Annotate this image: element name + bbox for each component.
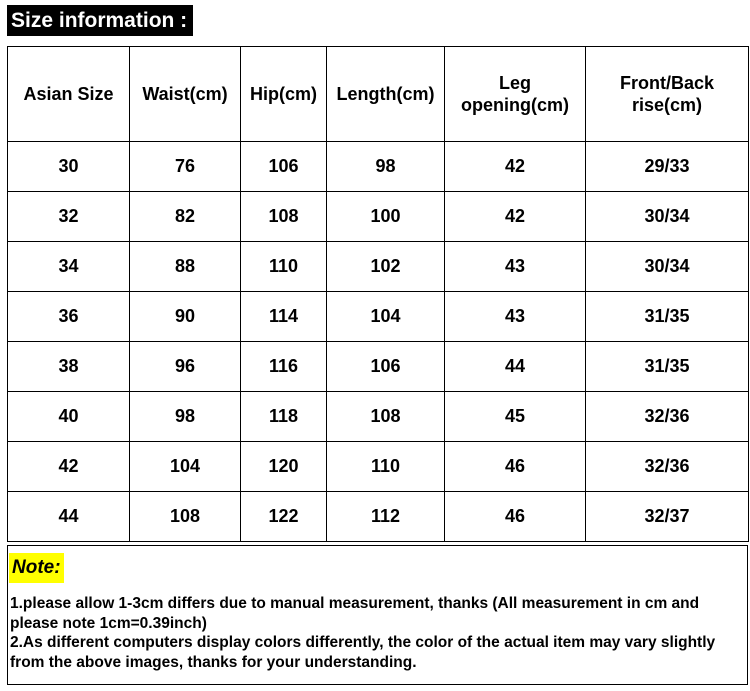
cell-hip: 114 xyxy=(241,292,327,342)
column-header-asian-size: Asian Size xyxy=(8,47,130,142)
table-row xyxy=(8,242,749,292)
note-box xyxy=(7,545,748,685)
cell-asian-size: 38 xyxy=(8,342,130,392)
cell-hip: 118 xyxy=(241,392,327,442)
cell-length: 102 xyxy=(327,242,445,292)
cell-leg-opening: 45 xyxy=(445,392,586,442)
table-header-row xyxy=(8,47,749,142)
cell-waist: 88 xyxy=(130,242,241,292)
cell-length: 100 xyxy=(327,192,445,242)
page-title: Size information : xyxy=(7,5,193,36)
cell-hip: 116 xyxy=(241,342,327,392)
table-row xyxy=(8,192,749,242)
note-line-1: 1.please allow 1-3cm differs due to manual measurement, thanks (All measurement in cm and please note 1cm=0.39inch) xyxy=(10,595,700,632)
column-header-hip: Hip(cm) xyxy=(241,47,327,142)
cell-length: 108 xyxy=(327,392,445,442)
cell-hip: 120 xyxy=(241,442,327,492)
cell-asian-size: 40 xyxy=(8,392,130,442)
cell-length: 112 xyxy=(327,492,445,542)
note-label: Note: xyxy=(9,553,64,583)
cell-waist: 76 xyxy=(130,142,241,192)
table-row xyxy=(8,292,749,342)
cell-asian-size: 44 xyxy=(8,492,130,542)
cell-front-back-rise: 32/37 xyxy=(586,492,749,542)
cell-hip: 122 xyxy=(241,492,327,542)
cell-asian-size: 32 xyxy=(8,192,130,242)
column-header-waist: Waist(cm) xyxy=(130,47,241,142)
cell-asian-size: 36 xyxy=(8,292,130,342)
cell-leg-opening: 46 xyxy=(445,492,586,542)
cell-hip: 108 xyxy=(241,192,327,242)
cell-leg-opening: 42 xyxy=(445,192,586,242)
column-header-leg-opening: Leg opening(cm) xyxy=(445,47,586,142)
cell-leg-opening: 44 xyxy=(445,342,586,392)
cell-front-back-rise: 31/35 xyxy=(586,292,749,342)
table-row xyxy=(8,142,749,192)
cell-hip: 106 xyxy=(241,142,327,192)
note-text xyxy=(10,594,746,672)
column-header-front-back-rise: Front/Back rise(cm) xyxy=(586,47,749,142)
table-row xyxy=(8,392,749,442)
cell-asian-size: 42 xyxy=(8,442,130,492)
cell-length: 110 xyxy=(327,442,445,492)
note-line-2: 2.As different computers display colors differently, the color of the actual item may vary slightly from the above images, thanks for your understanding. xyxy=(10,634,716,671)
cell-leg-opening: 46 xyxy=(445,442,586,492)
cell-front-back-rise: 29/33 xyxy=(586,142,749,192)
cell-length: 106 xyxy=(327,342,445,392)
table-row xyxy=(8,492,749,542)
cell-hip: 110 xyxy=(241,242,327,292)
cell-waist: 96 xyxy=(130,342,241,392)
cell-front-back-rise: 30/34 xyxy=(586,242,749,292)
table-row xyxy=(8,442,749,492)
cell-leg-opening: 42 xyxy=(445,142,586,192)
cell-waist: 108 xyxy=(130,492,241,542)
table-row xyxy=(8,342,749,392)
cell-length: 98 xyxy=(327,142,445,192)
column-header-length: Length(cm) xyxy=(327,47,445,142)
cell-waist: 82 xyxy=(130,192,241,242)
cell-waist: 104 xyxy=(130,442,241,492)
cell-waist: 98 xyxy=(130,392,241,442)
cell-leg-opening: 43 xyxy=(445,292,586,342)
cell-front-back-rise: 30/34 xyxy=(586,192,749,242)
cell-front-back-rise: 31/35 xyxy=(586,342,749,392)
cell-leg-opening: 43 xyxy=(445,242,586,292)
cell-front-back-rise: 32/36 xyxy=(586,442,749,492)
cell-length: 104 xyxy=(327,292,445,342)
size-table xyxy=(7,46,749,542)
cell-front-back-rise: 32/36 xyxy=(586,392,749,442)
cell-asian-size: 30 xyxy=(8,142,130,192)
cell-asian-size: 34 xyxy=(8,242,130,292)
cell-waist: 90 xyxy=(130,292,241,342)
